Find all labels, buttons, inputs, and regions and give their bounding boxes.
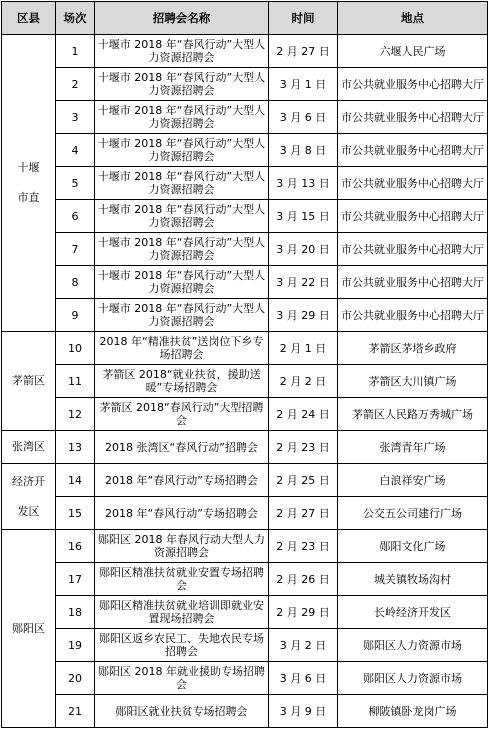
table-row — [2, 398, 488, 431]
location-cell: 市公共就业服务中心招聘大厅 — [338, 200, 488, 233]
location-cell: 茅箭区人民路万秀城广场 — [338, 398, 488, 431]
date-cell: 2 月 29 日 — [269, 596, 338, 629]
session-number-cell: 9 — [56, 299, 95, 332]
fair-name-cell: 十堰市 2018 年“春风行动”大型人力资源招聘会 — [95, 35, 269, 68]
location-cell: 郧阳区人力资源市场 — [338, 662, 488, 695]
table-row — [2, 629, 488, 662]
date-cell: 3 月 13 日 — [269, 167, 338, 200]
session-number-cell: 14 — [56, 464, 95, 497]
district-cell — [2, 464, 56, 530]
header-district: 区县 — [2, 2, 56, 35]
location-cell: 郧阳区人力资源市场 — [338, 629, 488, 662]
table-row — [2, 35, 488, 68]
location-cell: 市公共就业服务中心招聘大厅 — [338, 101, 488, 134]
fair-name-cell: 十堰市 2018 年“春风行动”大型人力资源招聘会 — [95, 200, 269, 233]
session-number-cell: 7 — [56, 233, 95, 266]
fair-name-cell: 2018 年“精准扶贫”送岗位下乡专场招聘会 — [95, 332, 269, 365]
district-cell — [2, 530, 56, 728]
session-number-cell: 18 — [56, 596, 95, 629]
fair-name-cell: 十堰市 2018 年“春风行动”大型人力资源招聘会 — [95, 167, 269, 200]
fair-name-cell: 十堰市 2018 年“春风行动”大型人力资源招聘会 — [95, 101, 269, 134]
fair-name-cell: 郧阳区精准扶贫就业培训即就业安置现场招聘会 — [95, 596, 269, 629]
table-row — [2, 266, 488, 299]
location-cell: 长岭经济开发区 — [338, 596, 488, 629]
district-label: 经济开 — [12, 474, 45, 488]
fair-name-cell: 郧阳区 2018 年春风行动大型人力资源招聘会 — [95, 530, 269, 563]
district-label: 张湾区 — [12, 440, 45, 453]
location-cell: 柳陂镇卧龙岗广场 — [338, 695, 488, 728]
location-cell: 城关镇牧场沟村 — [338, 563, 488, 596]
header-date: 时间 — [269, 2, 338, 35]
header-location: 地点 — [338, 2, 488, 35]
fair-name-cell: 茅箭区 2018“就业扶贫，援助送暖”专场招聘会 — [95, 365, 269, 398]
session-number-cell: 11 — [56, 365, 95, 398]
date-cell: 2 月 25 日 — [269, 464, 338, 497]
table-row — [2, 233, 488, 266]
table-row — [2, 497, 488, 530]
table-row — [2, 662, 488, 695]
table-row — [2, 134, 488, 167]
fair-name-cell: 2018 年“春风行动”专场招聘会 — [95, 497, 269, 530]
location-cell: 公交五公司建行广场 — [338, 497, 488, 530]
location-cell: 市公共就业服务中心招聘大厅 — [338, 134, 488, 167]
table-row — [2, 167, 488, 200]
fair-name-cell: 2018 年“春风行动”专场招聘会 — [95, 464, 269, 497]
table-row — [2, 68, 488, 101]
table-row — [2, 365, 488, 398]
fair-name-cell: 十堰市 2018 年“春风行动”大型人力资源招聘会 — [95, 134, 269, 167]
session-number-cell: 8 — [56, 266, 95, 299]
table-row — [2, 332, 488, 365]
session-number-cell: 13 — [56, 431, 95, 464]
session-number-cell: 2 — [56, 68, 95, 101]
district-cell — [2, 431, 56, 464]
district-label: 发区 — [17, 504, 40, 518]
table-row — [2, 299, 488, 332]
session-number-cell: 10 — [56, 332, 95, 365]
date-cell: 2 月 27 日 — [269, 35, 338, 68]
table-row — [2, 200, 488, 233]
header-fair-name: 招聘会名称 — [95, 2, 269, 35]
date-cell: 2 月 24 日 — [269, 398, 338, 431]
date-cell: 2 月 2 日 — [269, 365, 338, 398]
fair-name-cell: 2018 张湾区“春风行动”招聘会 — [95, 431, 269, 464]
date-cell: 3 月 29 日 — [269, 299, 338, 332]
location-cell: 张湾青年广场 — [338, 431, 488, 464]
location-cell: 六堰人民广场 — [338, 35, 488, 68]
location-cell: 茅箭区茅塔乡政府 — [338, 332, 488, 365]
date-cell: 3 月 6 日 — [269, 101, 338, 134]
date-cell: 2 月 23 日 — [269, 431, 338, 464]
job-fair-schedule-table — [1, 1, 488, 728]
session-number-cell: 17 — [56, 563, 95, 596]
date-cell: 2 月 26 日 — [269, 563, 338, 596]
date-cell: 2 月 27 日 — [269, 497, 338, 530]
date-cell: 3 月 22 日 — [269, 266, 338, 299]
location-cell: 市公共就业服务中心招聘大厅 — [338, 233, 488, 266]
fair-name-cell: 郧阳区就业扶贫专场招聘会 — [95, 695, 269, 728]
location-cell: 白浪祥安广场 — [338, 464, 488, 497]
session-number-cell: 15 — [56, 497, 95, 530]
date-cell: 3 月 2 日 — [269, 629, 338, 662]
session-number-cell: 21 — [56, 695, 95, 728]
date-cell: 3 月 9 日 — [269, 695, 338, 728]
location-cell: 市公共就业服务中心招聘大厅 — [338, 167, 488, 200]
date-cell: 3 月 6 日 — [269, 662, 338, 695]
session-number-cell: 12 — [56, 398, 95, 431]
session-number-cell: 20 — [56, 662, 95, 695]
district-cell — [2, 332, 56, 431]
date-cell: 2 月 1 日 — [269, 332, 338, 365]
session-number-cell: 6 — [56, 200, 95, 233]
fair-name-cell: 十堰市 2018 年“春风行动”大型人力资源招聘会 — [95, 233, 269, 266]
table-row — [2, 563, 488, 596]
district-label: 郧阳区 — [12, 621, 45, 635]
date-cell: 3 月 8 日 — [269, 134, 338, 167]
district-label: 十堰 — [17, 161, 40, 174]
fair-name-cell: 郧阳区 2018 年就业援助专场招聘会 — [95, 662, 269, 695]
fair-name-cell: 十堰市 2018 年“春风行动”大型人力资源招聘会 — [95, 266, 269, 299]
table-row — [2, 530, 488, 563]
session-number-cell: 16 — [56, 530, 95, 563]
location-cell: 郧阳文化广场 — [338, 530, 488, 563]
district-label: 市直 — [17, 191, 40, 204]
location-cell: 市公共就业服务中心招聘大厅 — [338, 299, 488, 332]
table-body — [2, 35, 488, 728]
fair-name-cell: 十堰市 2018 年“春风行动”大型人力资源招聘会 — [95, 68, 269, 101]
table-row — [2, 695, 488, 728]
fair-name-cell: 十堰市 2018 年“春风行动”大型人力资源招聘会 — [95, 299, 269, 332]
date-cell: 2 月 23 日 — [269, 530, 338, 563]
session-number-cell: 4 — [56, 134, 95, 167]
table-row — [2, 431, 488, 464]
date-cell: 3 月 15 日 — [269, 200, 338, 233]
session-number-cell: 19 — [56, 629, 95, 662]
location-cell: 茅箭区大川镇广场 — [338, 365, 488, 398]
fair-name-cell: 郧阳区返乡农民工、失地农民专场招聘会 — [95, 629, 269, 662]
session-number-cell: 3 — [56, 101, 95, 134]
table-row — [2, 596, 488, 629]
date-cell: 3 月 20 日 — [269, 233, 338, 266]
header-session-number: 场次 — [56, 2, 95, 35]
district-cell — [2, 35, 56, 332]
date-cell: 3 月 1 日 — [269, 68, 338, 101]
location-cell: 市公共就业服务中心招聘大厅 — [338, 68, 488, 101]
fair-name-cell: 郧阳区精准扶贫就业安置专场招聘会 — [95, 563, 269, 596]
location-cell: 市公共就业服务中心招聘大厅 — [338, 266, 488, 299]
table-header-row — [2, 2, 488, 35]
session-number-cell: 5 — [56, 167, 95, 200]
session-number-cell: 1 — [56, 35, 95, 68]
fair-name-cell: 茅箭区 2018“春风行动”大型招聘会 — [95, 398, 269, 431]
table-row — [2, 101, 488, 134]
table-row — [2, 464, 488, 497]
district-label: 茅箭区 — [12, 374, 45, 387]
